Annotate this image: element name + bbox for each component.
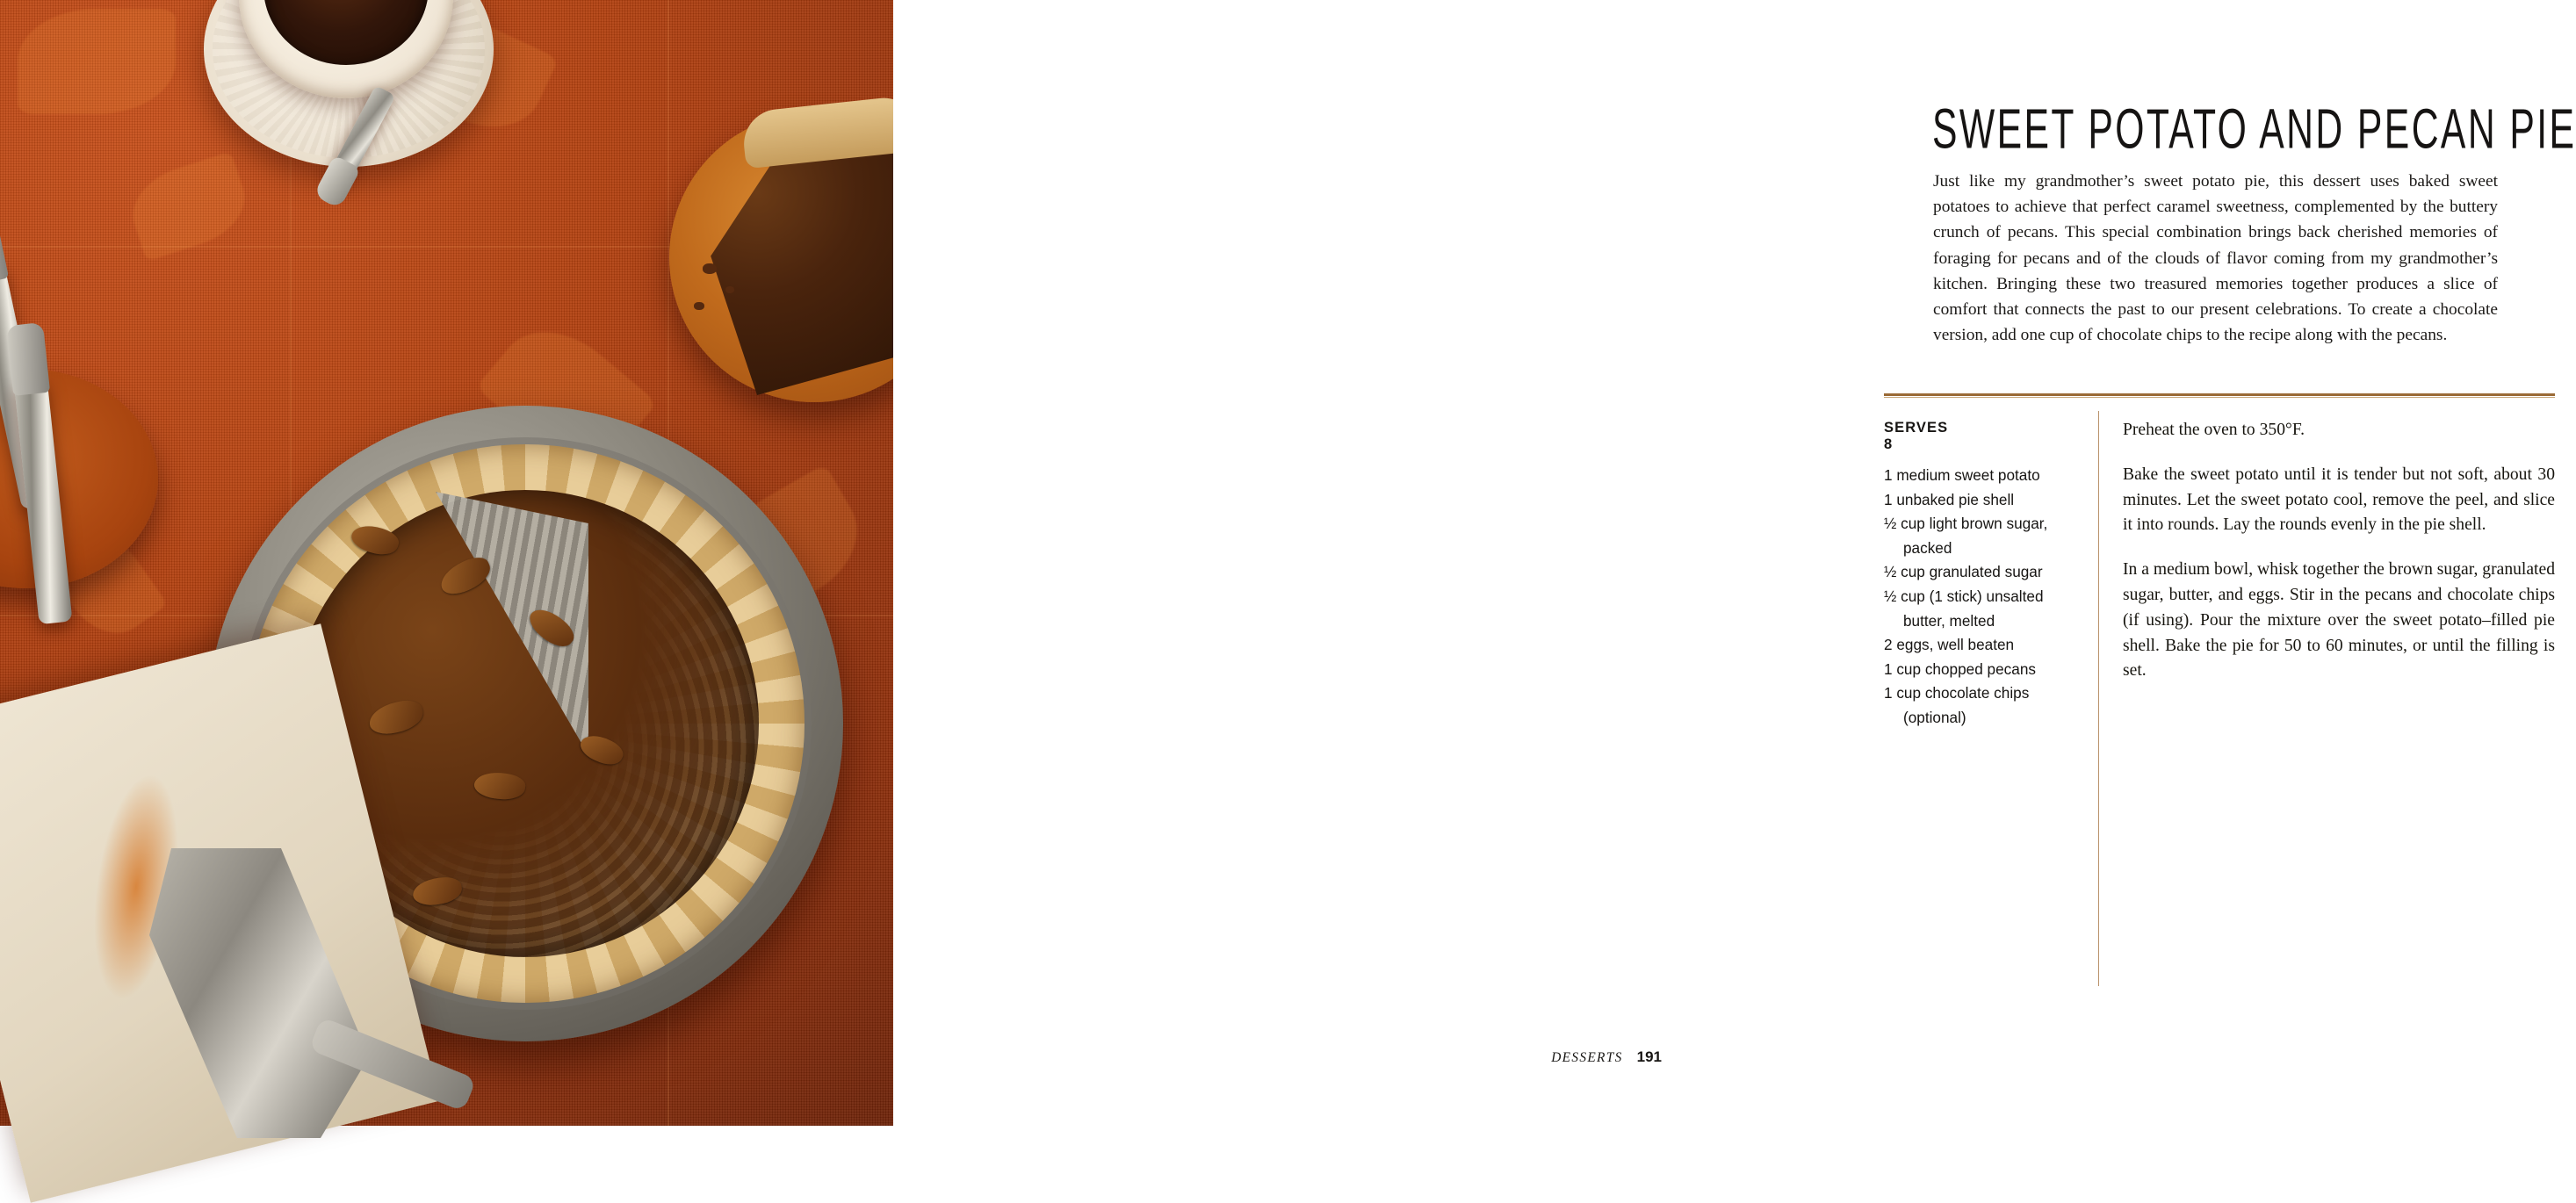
step-paragraph: Bake the sweet potato until it is tender but not soft, about 30 minutes. Let the sweet potato cool, remove the peel, and slice it into rounds. Lay the rounds evenly in the pie shell. bbox=[2123, 465, 2555, 535]
step-paragraph: Preheat the oven to 350°F. bbox=[2123, 421, 2305, 439]
recipe-photo bbox=[0, 0, 893, 1126]
section-rule bbox=[1884, 393, 2555, 396]
serves-label: SERVES 8 bbox=[1884, 420, 1949, 452]
recipe-title: SWEET POTATO AND PECAN PIE bbox=[1932, 98, 2576, 162]
step-paragraph: In a medium bowl, whisk together the brown sugar, granulated sugar, butter, and eggs. Stir in the pecans and chocolate chips (if using). Pour the mixture over the sweet potato–filled pie shell. Bake the pie for 50 to 60 minutes, or until the filling is set. bbox=[2123, 560, 2555, 681]
list-item: 1 medium sweet potato bbox=[1884, 466, 2040, 484]
list-item: ½ cup (1 stick) unsalted butter, melted bbox=[1884, 587, 2044, 630]
preparation-steps bbox=[2123, 418, 2555, 703]
folio-section: DESSERTS bbox=[1551, 1050, 1623, 1065]
recipe-headnote: Just like my grandmother’s sweet potato pie, this dessert uses baked sweet potatoes to achieve that perfect caramel sweetness, complemented by the buttery crunch of pecans. This special combination brings back cherished memories of foraging for pecans and of the clouds of flavor coming from my grandmother’s kitchen. Bringing these two treasured memories together produces a slice of comfort that connects the past to our present celebrations. To create a chocolate version, add one cup of chocolate chips to the recipe along with the pecans. bbox=[1933, 172, 2498, 345]
column-divider bbox=[2098, 411, 2099, 986]
list-item: 1 unbaked pie shell bbox=[1884, 490, 2015, 508]
damask-motif bbox=[18, 9, 176, 114]
list-item: 1 cup chocolate chips (optional) bbox=[1884, 684, 2030, 726]
crumb bbox=[725, 286, 734, 293]
list-item: ½ cup light brown sugar, packed bbox=[1884, 515, 2048, 557]
ingredients-list bbox=[1884, 464, 2073, 731]
list-item: ½ cup granulated sugar bbox=[1884, 563, 2043, 581]
ingredients-items bbox=[1884, 464, 2073, 731]
crumb bbox=[694, 302, 704, 310]
list-item: 2 eggs, well beaten bbox=[1884, 636, 2015, 654]
recipe-text-page bbox=[893, 0, 2576, 1126]
folio bbox=[1551, 1048, 1662, 1066]
folio-page-number: 191 bbox=[1636, 1048, 1662, 1065]
crumb bbox=[703, 263, 717, 274]
list-item: 1 cup chopped pecans bbox=[1884, 659, 2036, 678]
